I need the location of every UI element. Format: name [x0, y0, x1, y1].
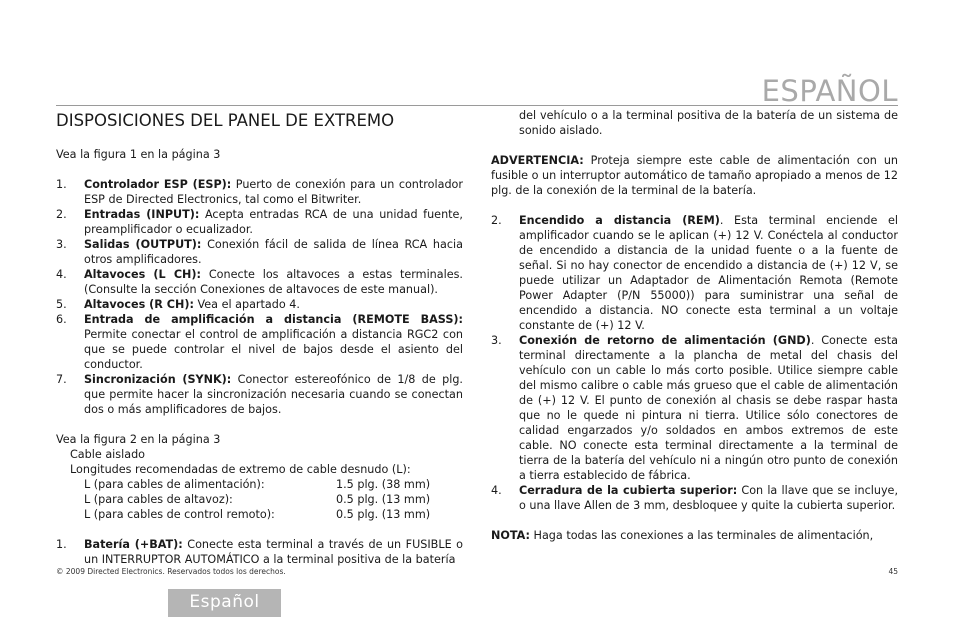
page-number: 45	[888, 567, 898, 576]
right-column	[491, 108, 898, 543]
list-item: 6. Entrada de amplificación a distancia (REMOTE BASS): Permite conectar el control de amplificación a distancia RGC2 con que se puede controlar el nivel de bajos desde el asiento del conductor.	[56, 313, 463, 371]
language-tab[interactable]: Español	[168, 589, 281, 617]
list-item: 4. Altavoces (L CH): Conecte los altavoces a estas terminales. (Consulte la sección Conexiones de altavoces de este manual).	[56, 268, 463, 296]
length-row: L (para cables de control remoto): 0.5 plg. (13 mm)	[84, 508, 431, 521]
list-item: 7. Sincronización (SYNK): Conector estereofónico de 1/8 de plg. que permite hacer la sincronización necesaria cuando se conectan dos o más amplificadores de bajos.	[56, 373, 463, 416]
language-header: ESPAÑOL	[761, 74, 898, 108]
figure-2-reference: Vea la figura 2 en la página 3	[56, 433, 221, 446]
copyright-text: © 2009 Directed Electronics. Reservados todos los derechos.	[56, 567, 286, 576]
left-column	[56, 108, 463, 567]
list-item: 4. Cerradura de la cubierta superior: Con la llave que se incluye, o una llave Allen de 3 mm, desbloquee y quite la cubierta superior.	[491, 484, 898, 512]
battery-continuation: del vehículo o a la terminal positiva de la batería de un sistema de sonido aislado.	[519, 109, 898, 137]
lengths-heading: Longitudes recomendadas de extremo de cable desnudo (L):	[70, 463, 411, 476]
length-row: L (para cables de alimentación): 1.5 plg. (38 mm)	[84, 478, 431, 491]
panel-items-list	[56, 177, 463, 417]
power-items-list	[56, 537, 463, 567]
list-item: 1. Controlador ESP (ESP): Puerto de conexión para un controlador ESP de Directed Electronics, tal como el Bitwriter.	[56, 178, 463, 206]
list-item: 1. Batería (+BAT): Conecte esta terminal a través de un FUSIBLE o un INTERRUPTOR AUTOMÁTICO a la terminal positiva de la batería	[56, 538, 463, 566]
length-row: L (para cables de altavoz): 0.5 plg. (13 mm)	[84, 493, 431, 506]
header-rule	[56, 105, 898, 106]
list-item: 3. Salidas (OUTPUT): Conexión fácil de salida de línea RCA hacia otros amplificadores.	[56, 238, 463, 266]
list-item: 2. Encendido a distancia (REM). Esta terminal enciende el amplificador cuando se le aplican (+) 12 V. Conéctela al conductor de encendido a distancia de la unidad fuente o a la fuente de señal. Si no hay conector de encendido a distancia de (+) 12 V, se puede utilizar un Adaptador de Alimentación Remota (Remote Power Adapter (P/N 55000)) para suministrar una señal de encendido a distancia. NO conecte esta terminal a un voltaje constante de (+) 12 V.	[491, 214, 898, 332]
list-item: 2. Entradas (INPUT): Acepta entradas RCA de una unidad fuente, preamplificador o ecualizador.	[56, 208, 463, 236]
power-items-list-continued	[491, 213, 898, 513]
list-item: 5. Altavoces (R CH): Vea el apartado 4.	[56, 298, 300, 311]
list-item: 3. Conexión de retorno de alimentación (GND). Conecte esta terminal directamente a la plancha de metal del chasis del vehículo con un cable lo más corto posible. Utilice siempre cable del mismo calibre o cable más grueso que el cable de alimentación de (+) 12 V. El punto de conexión al chasis se debe raspar hasta que no le quede ni pintura ni tierra. Utilice sólo conectores de calidad engarzados y/o soldados en ambos extremos de este cable. NO conecte esta terminal directamente a la terminal de tierra de la batería del vehículo ni a ningún otro punto de conexión a tierra establecido de fábrica.	[491, 334, 898, 482]
figure-1-reference: Vea la figura 1 en la página 3	[56, 148, 221, 161]
note-paragraph: NOTA: Haga todas las conexiones a las terminales de alimentación,	[491, 529, 874, 542]
insulated-cable-label: Cable aislado	[70, 448, 146, 461]
section-title: DISPOSICIONES DEL PANEL DE EXTREMO	[56, 111, 395, 130]
warning-paragraph: ADVERTENCIA: Proteja siempre este cable de alimentación con un fusible o un interruptor automático de tamaño apropiado a menos de 12 plg. de la conexión de la terminal de la batería.	[491, 154, 898, 197]
